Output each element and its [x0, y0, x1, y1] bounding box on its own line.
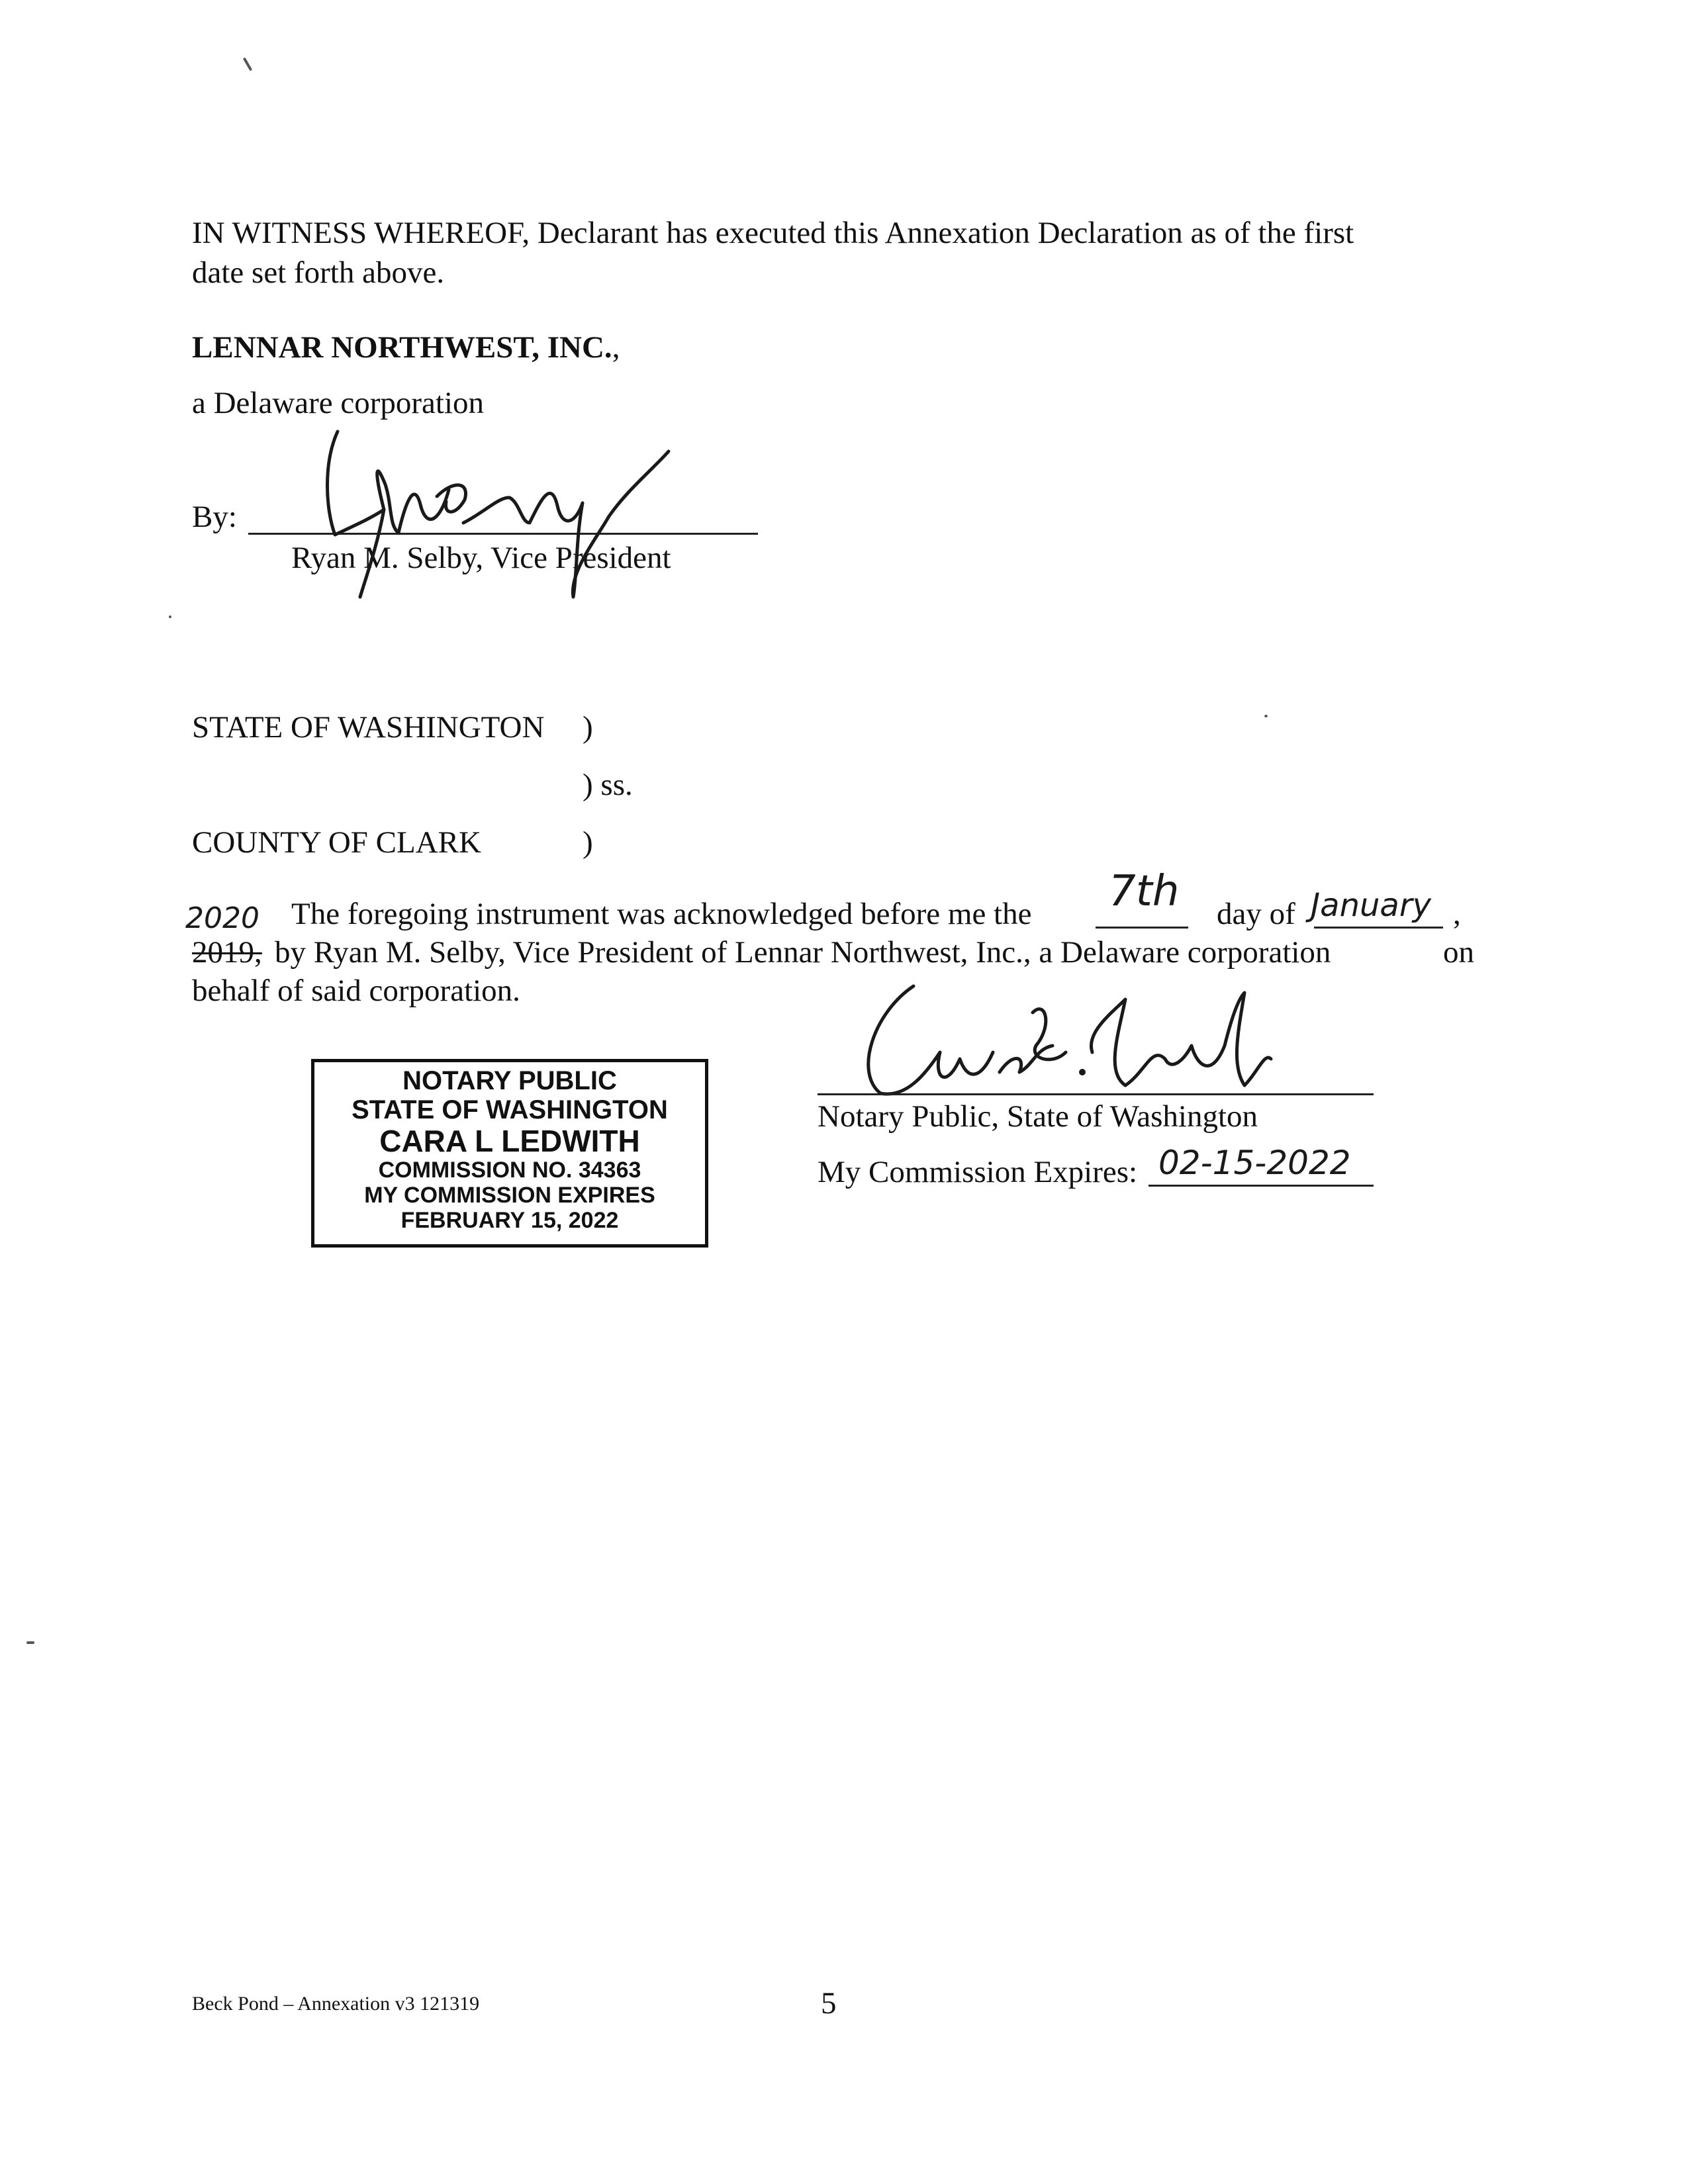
- signer-signature: [311, 424, 695, 609]
- stamp-line-6: FEBRUARY 15, 2022: [400, 1208, 619, 1233]
- scan-mark: [1264, 715, 1268, 717]
- company-description: a Delaware corporation: [192, 386, 485, 420]
- commission-expires-label: My Commission Expires:: [818, 1155, 1138, 1189]
- day-blank-line: [1096, 927, 1188, 929]
- footer-doc-ref: Beck Pond – Annexation v3 121319: [192, 1993, 480, 2015]
- acknowledgment-line-1-text: The foregoing instrument was acknowledged before me the: [291, 897, 1032, 931]
- scan-mark: [243, 57, 252, 71]
- signer-name-title: Ryan M. Selby, Vice President: [291, 541, 671, 575]
- expiry-line: [1149, 1185, 1374, 1187]
- company-name-suffix: ,: [612, 330, 620, 365]
- company-name-line: [192, 328, 620, 367]
- scan-mark: [169, 615, 171, 618]
- venue-county: COUNTY OF CLARK: [192, 825, 481, 860]
- venue-state-paren: ): [583, 710, 593, 745]
- venue-state: STATE OF WASHINGTON: [192, 710, 545, 745]
- stamp-line-5: MY COMMISSION EXPIRES: [364, 1183, 655, 1208]
- notary-signature: [834, 973, 1297, 1105]
- struck-year: 2019,: [192, 935, 262, 970]
- witness-line-2: date set forth above.: [192, 255, 445, 290]
- month-blank-line: [1314, 927, 1443, 929]
- witness-line-1: IN WITNESS WHEREOF, Declarant has executed this Annexation Declaration as of the first: [192, 216, 1354, 250]
- notary-title: Notary Public, State of Washington: [818, 1099, 1258, 1134]
- acknowledgment-line-2-end: on: [1443, 935, 1474, 970]
- notary-stamp: [311, 1059, 708, 1248]
- acknowledgment-line-1-end: ,: [1453, 897, 1461, 931]
- scan-mark: [26, 1641, 34, 1644]
- acknowledgment-line-2-text: by Ryan M. Selby, Vice President of Lennar Northwest, Inc., a Delaware corporation: [275, 935, 1331, 970]
- venue-ss: ) ss.: [583, 768, 633, 802]
- page-number: 5: [821, 1986, 837, 2021]
- company-name: LENNAR NORTHWEST, INC.: [192, 330, 612, 365]
- handwritten-expiry: 02-15-2022: [1158, 1144, 1351, 1182]
- venue-county-paren: ): [583, 825, 593, 860]
- by-label: By:: [192, 500, 237, 534]
- stamp-line-1: NOTARY PUBLIC: [402, 1066, 617, 1095]
- stamp-line-3: CARA L LEDWITH: [379, 1124, 640, 1158]
- notary-signature-line: [818, 1093, 1374, 1095]
- handwritten-year: 2020: [185, 901, 259, 935]
- acknowledgment-day-text: day of: [1217, 897, 1295, 931]
- handwritten-day: 7th: [1109, 867, 1180, 916]
- acknowledgment-line-3: behalf of said corporation.: [192, 974, 520, 1008]
- stamp-line-4: COMMISSION NO. 34363: [378, 1158, 641, 1183]
- stamp-line-2: STATE OF WASHINGTON: [352, 1095, 668, 1124]
- handwritten-month: January: [1311, 887, 1431, 924]
